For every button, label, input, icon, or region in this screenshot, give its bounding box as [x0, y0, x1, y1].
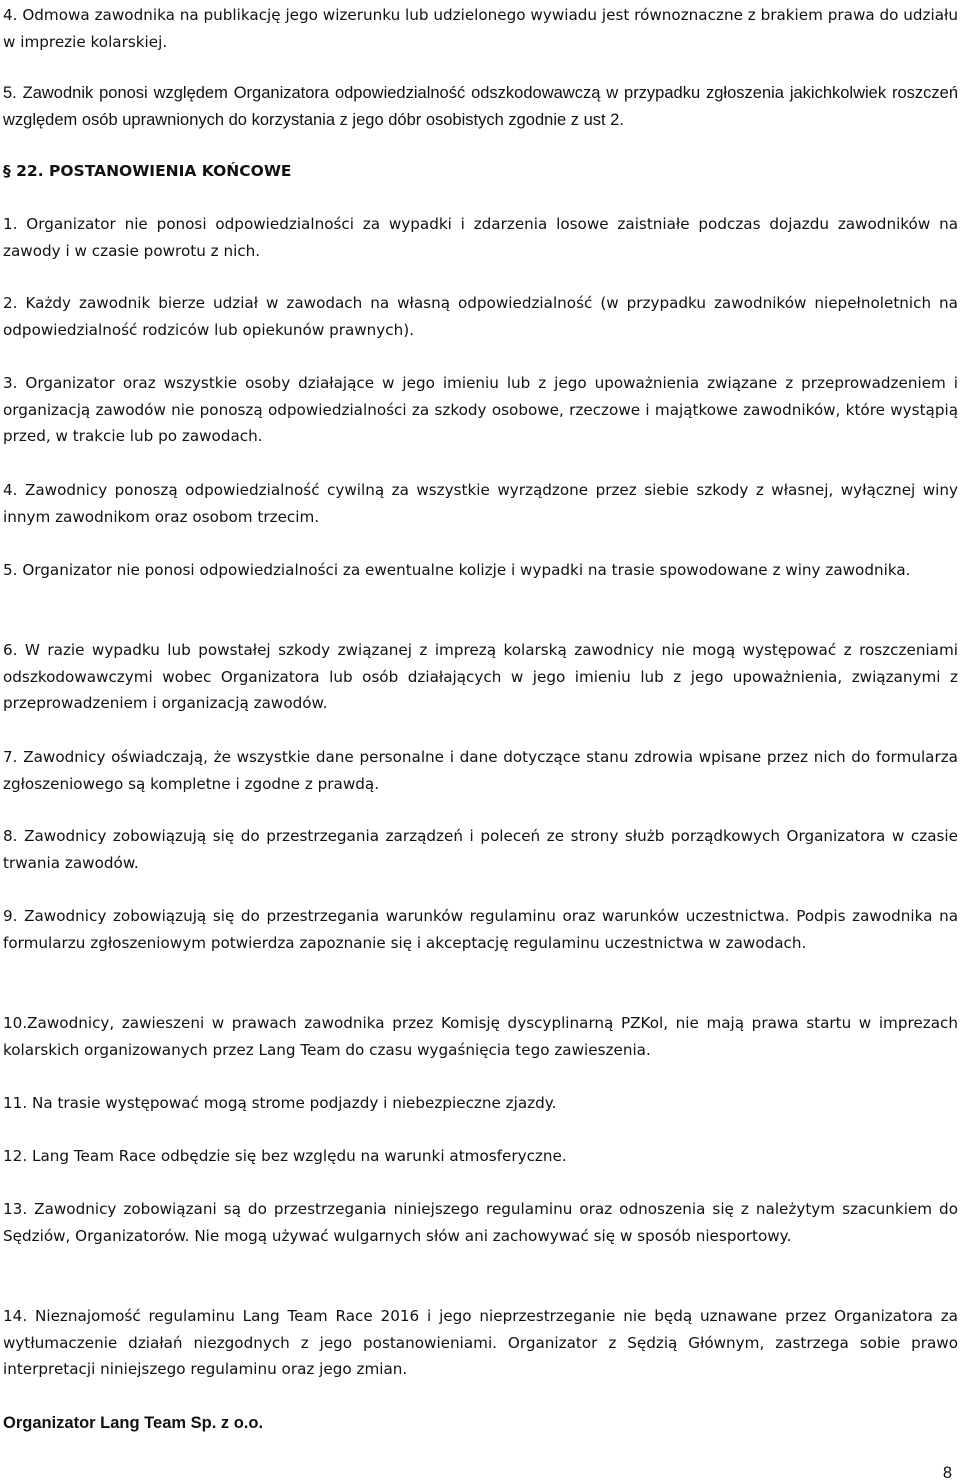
paragraph-12: 12. Lang Team Race odbędzie się bez względu na warunki atmosferyczne.: [3, 1147, 567, 1165]
paragraph-4: 4. Zawodnicy ponoszą odpowiedzialność cywilną za wszystkie wyrządzone przez siebie szkody z własnej, wyłącznej winy innym zawodnikom oraz osobom trzecim.: [3, 481, 958, 526]
paragraph-8: 8. Zawodnicy zobowiązują się do przestrzegania zarządzeń i poleceń ze strony służb porządkowych Organizatora w czasie trwania zawodów.: [3, 827, 958, 872]
paragraph-13: 13. Zawodnicy zobowiązani są do przestrzegania niniejszego regulaminu oraz odnoszenia się z należytym szacunkiem do Sędziów, Organizatorów. Nie mogą używać wulgarnych słów ani zachowywać się w sposób niesportowy.: [3, 1200, 958, 1245]
paragraph-2: 2. Każdy zawodnik bierze udział w zawodach na własną odpowiedzialność (w przypadku zawodników niepełnoletnich na odpowiedzialność rodziców lub opiekunów prawnych).: [3, 294, 958, 339]
page-number: 8: [942, 1464, 952, 1482]
paragraph-top-5: 5. Zawodnik ponosi względem Organizatora odpowiedzialność odszkodowawczą w przypadku zgłoszenia jakichkolwiek roszczeń względem osób uprawnionych do korzystania z jego dóbr osobistych zgodnie z ust 2.: [3, 84, 958, 129]
paragraph-5: 5. Organizator nie ponosi odpowiedzialności za ewentualne kolizje i wypadki na trasie spowodowane z winy zawodnika.: [3, 561, 911, 579]
paragraph-7: 7. Zawodnicy oświadczają, że wszystkie dane personalne i dane dotyczące stanu zdrowia wpisane przez nich do formularza zgłoszeniowego są kompletne i zgodne z prawdą.: [3, 748, 958, 793]
organizer-signature: Organizator Lang Team Sp. z o.o.: [3, 1414, 264, 1432]
section-heading: § 22. POSTANOWIENIA KOŃCOWE: [3, 162, 292, 180]
paragraph-1: 1. Organizator nie ponosi odpowiedzialności za wypadki i zdarzenia losowe zaistniałe podczas dojazdu zawodników na zawody i w czasie powrotu z nich.: [3, 215, 958, 260]
paragraph-top-4: 4. Odmowa zawodnika na publikację jego wizerunku lub udzielonego wywiadu jest równoznaczne z brakiem prawa do udziału w imprezie kolarskiej.: [3, 6, 958, 51]
paragraph-11: 11. Na trasie występować mogą strome podjazdy i niebezpieczne zjazdy.: [3, 1094, 557, 1112]
paragraph-3: 3. Organizator oraz wszystkie osoby działające w jego imieniu lub z jego upoważnienia związane z przeprowadzeniem i organizacją zawodów nie ponoszą odpowiedzialności za szkody osobowe, rzeczowe i majątkowe zawodników, które wystąpią przed, w trakcie lub po zawodach.: [3, 374, 958, 445]
paragraph-14: 14. Nieznajomość regulaminu Lang Team Race 2016 i jego nieprzestrzeganie nie będą uznawane przez Organizatora za wytłumaczenie działań niezgodnych z jego postanowieniami. Organizator z Sędzią Głównym, zastrzega sobie prawo interpretacji niniejszego regulaminu oraz jego zmian.: [3, 1307, 958, 1378]
paragraph-9: 9. Zawodnicy zobowiązują się do przestrzegania warunków regulaminu oraz warunków uczestnictwa. Podpis zawodnika na formularzu zgłoszeniowym potwierdza zapoznanie się i akceptację regulaminu uczestnictwa w zawodach.: [3, 907, 958, 952]
paragraph-6: 6. W razie wypadku lub powstałej szkody związanej z imprezą kolarską zawodnicy nie mogą występować z roszczeniami odszkodowawczymi wobec Organizatora lub osób działających w jego imieniu lub z jego upoważnienia, związanymi z przeprowadzeniem i organizacją zawodów.: [3, 641, 958, 712]
paragraph-10: 10.Zawodnicy, zawieszeni w prawach zawodnika przez Komisję dyscyplinarną PZKol, nie mają prawa startu w imprezach kolarskich organizowanych przez Lang Team do czasu wygaśnięcia tego zawieszenia.: [3, 1014, 958, 1059]
